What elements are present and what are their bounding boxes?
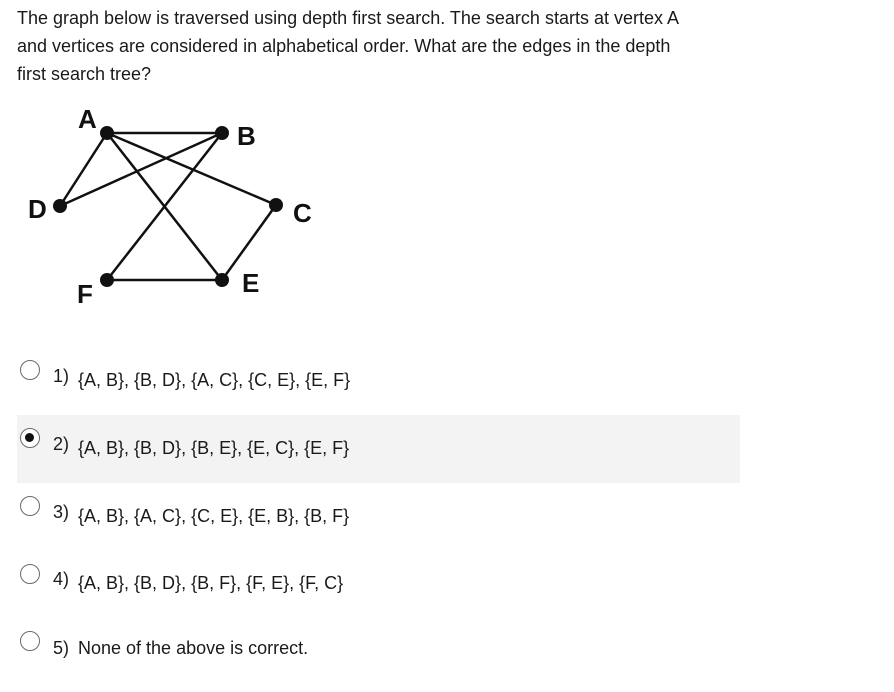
option-text-5: None of the above is correct. [78, 638, 309, 658]
option-2[interactable] [17, 415, 740, 483]
option-text-2: {A, B}, {B, D}, {B, E}, {E, C}, {E, F} [78, 438, 350, 458]
option-5[interactable] [17, 620, 740, 688]
option-1[interactable] [17, 338, 740, 406]
option-number-3: 3) [53, 502, 70, 522]
question-line-2: and vertices are considered in alphabetical order. What are the edges in the depth [17, 36, 671, 56]
option-text-3: {A, B}, {A, C}, {C, E}, {E, B}, {B, F} [78, 506, 350, 526]
radio-button-1[interactable] [20, 360, 40, 380]
option-number-2: 2) [53, 434, 70, 454]
vertex-label-d: D [28, 194, 47, 224]
question-line-3: first search tree? [17, 64, 152, 84]
option-4[interactable] [17, 552, 740, 620]
vertex-label-b: B [237, 121, 256, 151]
option-number-4: 4) [53, 569, 70, 589]
radio-button-4[interactable] [20, 564, 40, 584]
radio-dot-icon [25, 433, 34, 442]
vertex-a [100, 126, 114, 140]
vertex-label-c: C [293, 198, 312, 228]
graph-diagram [0, 0, 400, 320]
option-text-4: {A, B}, {B, D}, {B, F}, {F, E}, {F, C} [78, 573, 344, 593]
radio-button-5[interactable] [20, 631, 40, 651]
question-line-1: The graph below is traversed using depth first search. The search starts at vertex A [17, 8, 679, 28]
option-number-1: 1) [53, 366, 70, 386]
option-text-1: {A, B}, {B, D}, {A, C}, {C, E}, {E, F} [78, 370, 351, 390]
radio-button-2[interactable] [20, 428, 40, 448]
radio-button-3[interactable] [20, 496, 40, 516]
vertex-e [215, 273, 229, 287]
vertex-label-e: E [242, 268, 260, 298]
vertex-f [100, 273, 114, 287]
vertex-d [53, 199, 67, 213]
vertex-label-f: F [77, 279, 93, 309]
option-3[interactable] [17, 484, 740, 552]
vertex-label-a: A [78, 104, 97, 134]
vertex-b [215, 126, 229, 140]
vertex-c [269, 198, 283, 212]
option-number-5: 5) [53, 638, 70, 658]
